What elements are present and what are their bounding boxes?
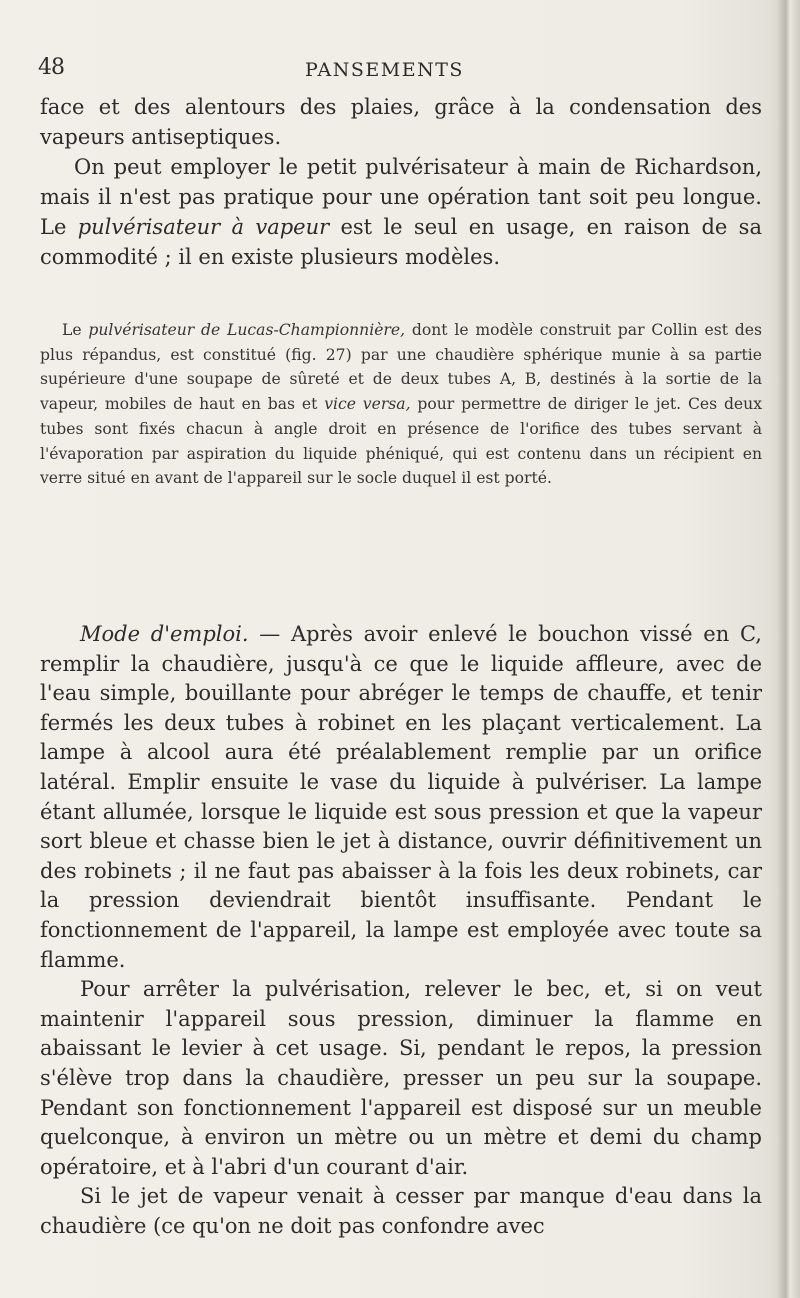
page-binding-edge: [778, 0, 800, 1298]
running-head: PANSEMENTS: [305, 59, 464, 81]
emphasis-vice-versa: vice versa,: [324, 395, 411, 414]
paragraph-continuation: face et des alentours des plaies, grâce à la condensation des vapeurs antiseptiques.: [40, 95, 762, 149]
page-header: [0, 55, 800, 85]
paragraph-lucas-championniere: Le pulvérisateur de Lucas-Championnière, dont le modèle construit par Collin est des plus répandus, est constitué (fig. 27) par une chaudière sphérique munie à sa partie supérieure d'une soupape de sûreté et de deux tubes A, B, destinés à la sortie de la vapeur, mobiles de haut en bas et vice versa, pour permettre de diriger le jet. Ces deux tubes sont fixés chacun à angle droit en présence de l'orifice des tubes servant à l'évaporation par aspiration du liquide phéniqué, qui est contenu dans un récipient en verre situé en avant de l'appareil sur le socle duquel il est porté.: [40, 321, 762, 488]
small-print-section: [40, 318, 762, 491]
usage-section: [40, 620, 762, 1241]
paragraph-jet-vapeur: Si le jet de vapeur venait à cesser par manque d'eau dans la chaudière (ce qu'on ne doit pas confondre avec: [40, 1184, 762, 1238]
emphasis-steam-sprayer: pulvérisateur à vapeur: [77, 215, 330, 239]
intro-section: [40, 92, 762, 272]
emphasis-lucas-championniere: pulvérisateur de Lucas-Championnière,: [88, 321, 406, 339]
paragraph-steam-sprayer: On peut employer le petit pulvérisateur à main de Richardson, mais il n'est pas pratique pour une opération tant soit peu longue. Le pulvérisateur à vapeur est le seul en usage, en raison de sa commodité ; il en existe plusieurs modèles.: [40, 155, 762, 269]
paragraph-mode-emploi: Mode d'emploi. — Après avoir enlevé le bouchon vissé en C, remplir la chaudière, jusqu'à ce que le liquide affleure, avec de l'eau simple, bouillante pour abréger le temps de chauffe, et tenir fermés les deux tubes à robinet en les plaçant verticalement. La lampe à alcool aura été préalablement remplie par un orifice latéral. Emplir ensuite le vase du liquide à pulvériser. La lampe étant allumée, lorsque le liquide est sous pression et que la vapeur sort bleue et chasse bien le jet à distance, ouvrir définitivement un des robinets ; il ne faut pas abaisser à la fois les deux robinets, car la pression deviendrait bientôt insuffisante. Pendant le fonctionnement de l'appareil, la lampe est employée avec toute sa flamme.: [40, 622, 762, 972]
paragraph-arreter: Pour arrêter la pulvérisation, relever le bec, et, si on veut maintenir l'appareil sous pression, diminuer la flamme en abaissant le levier à cet usage. Si, pendant le repos, la pression s'élève trop dans la chaudière, presser un peu sur la soupape. Pendant son fonctionnement l'appareil est disposé sur un meuble quelconque, à environ un mètre ou un mètre et demi du champ opératoire, et à l'abri d'un courant d'air.: [40, 977, 762, 1179]
page-number: 48: [38, 55, 64, 80]
section-title-mode-emploi: Mode d'emploi.: [80, 622, 249, 646]
